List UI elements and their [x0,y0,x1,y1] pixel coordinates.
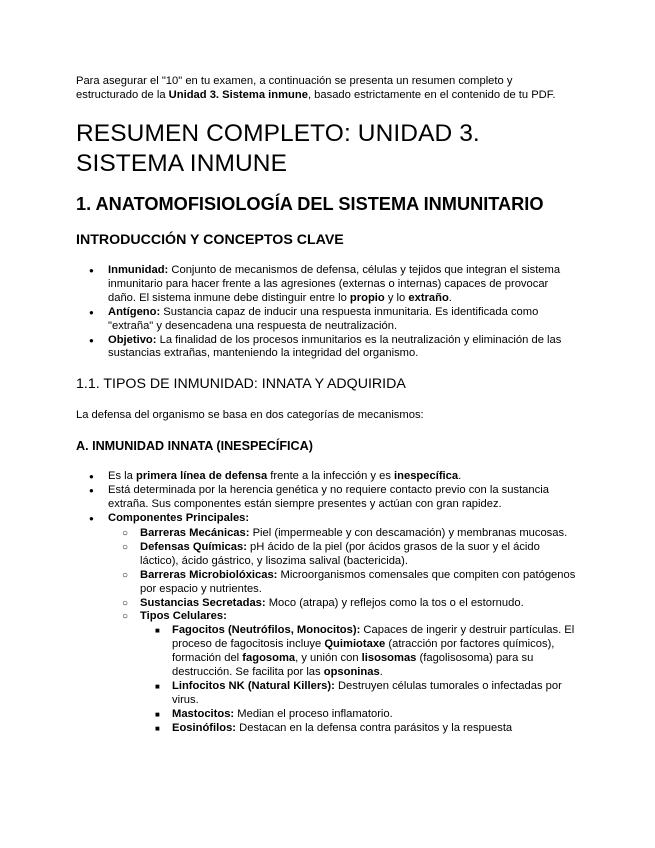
list-item: ○ Barreras Microbiolóxicas: Microorganismos comensales que compiten con patógenos por espacio y nutrientes. [108,569,576,597]
list-item: ● Componentes Principales: ○ Barreras Mecánicas: Piel (impermeable y con descamación) y membranas mucosas. ○ Defensas Químicas: pH ácido de la piel (por ácidos grasos de la suor y el ácido láctico), ácido gástrico, y lisozima salival (bactericida). ○ Barreras Microbiolóxicas: Microorganismos comensales que compiten con patógenos por espacio y nutrientes. ○ Sustancias Secretadas: Moco (atrapa) y reflejos como la tos o el estornudo. ○ Tipos Celulares: ■ Fagocitos (Neutrófilos, Monocitos): Capaces de ingerir y destruir partículas. El proceso de fagocitosis incluye Quimiotaxe (atracción por factores químicos), formación del fagosoma, y unión con lisosomas (fagolisosoma) para su destrucción. Se facilita por las opsoninas. ■ Linfocitos NK (Natural Killers): Destruyen células tumorales o infectadas por virus. ■ Mastocitos: Median el proceso inflamatorio. ■ Eosinófilos: Destacan en la defensa contra parásitos y la respuesta [76,512,576,736]
list-item: ● Es la primera línea de defensa frente a la infección y es inespecífica. [76,470,576,484]
subsection-text: La defensa del organismo se basa en dos categorías de mecanismos: [76,409,424,422]
intro-bold: Unidad 3. Sistema inmune [168,89,308,101]
list-item: ○ Barreras Mecánicas: Piel (impermeable y con descamación) y membranas mucosas. [108,527,576,541]
list-item: ● Inmunidad: Conjunto de mecanismos de defensa, células y tejidos que integran el sistema inmunitario para hacer frente a las agresiones (externas o internas) capaces de provocar daño. El sistema inmune debe distinguir entre lo propio y lo extraño. [76,264,576,306]
document-title: RESUMEN COMPLETO: UNIDAD 3. SISTEMA INMUNE [76,120,480,177]
intro-text: Para asegurar el "10" en tu examen, a continuación se presenta un resumen completo y estructurado de la [76,75,513,101]
list-item: ■ Fagocitos (Neutrófilos, Monocitos): Capaces de ingerir y destruir partículas. El proceso de fagocitosis incluye Quimiotaxe (atracción por factores químicos), formación del fagosoma, y unión con lisosomas (fagolisosoma) para su destrucción. Se facilita por las opsoninas. [140,624,576,680]
intro-text-end: , basado estrictamente en el contenido de tu PDF. [307,89,556,101]
list-item: ○ Sustancias Secretadas: Moco (atrapa) y reflejos como la tos o el estornudo. [108,597,576,611]
subsection-heading-intro: INTRODUCCIÓN Y CONCEPTOS CLAVE [76,232,344,248]
subsection-heading-1-1: 1.1. TIPOS DE INMUNIDAD: INNATA Y ADQUIRIDA [76,376,406,393]
list-item: ○ Tipos Celulares: ■ Fagocitos (Neutrófilos, Monocitos): Capaces de ingerir y destruir partículas. El proceso de fagocitosis incluye Quimiotaxe (atracción por factores químicos), formación del fagosoma, y unión con lisosomas (fagolisosoma) para su destrucción. Se facilita por las opsoninas. ■ Linfocitos NK (Natural Killers): Destruyen células tumorales o infectadas por virus. ■ Mastocitos: Median el proceso inflamatorio. ■ Eosinófilos: Destacan en la defensa contra parásitos y la respuesta [108,610,576,735]
subsection-heading-a: A. INMUNIDAD INNATA (INESPECÍFICA) [76,439,313,454]
document-page [76,74,576,750]
componentes-list [108,527,576,736]
list-item: ■ Mastocitos: Median el proceso inflamatorio. [140,708,576,722]
innata-list [76,470,576,735]
intro-paragraph [76,74,576,102]
list-item: ■ Eosinófilos: Destacan en la defensa contra parásitos y la respuesta [140,722,576,736]
list-item: ○ Defensas Químicas: pH ácido de la piel (por ácidos grasos de la suor y el ácido láctico), ácido gástrico, y lisozima salival (bactericida). [108,541,576,569]
list-item: ● Objetivo: La finalidad de los procesos inmunitarios es la neutralización y eliminación de las sustancias extrañas, manteniendo la integridad del organismo. [76,334,576,362]
section-heading-1: 1. ANATOMOFISIOLOGÍA DEL SISTEMA INMUNITARIO [76,194,544,214]
celulas-list [140,624,576,735]
list-item: ■ Linfocitos NK (Natural Killers): Destruyen células tumorales o infectadas por virus. [140,680,576,708]
list-item: ● Antígeno: Sustancia capaz de inducir una respuesta inmunitaria. Es identificada como "extraña" y desencadena una respuesta de neutralización. [76,306,576,334]
concepts-list [76,264,576,361]
list-item: ● Está determinada por la herencia genética y no requiere contacto previo con la sustancia extraña. Sus componentes están siempre presentes y actúan con gran rapidez. [76,484,576,512]
